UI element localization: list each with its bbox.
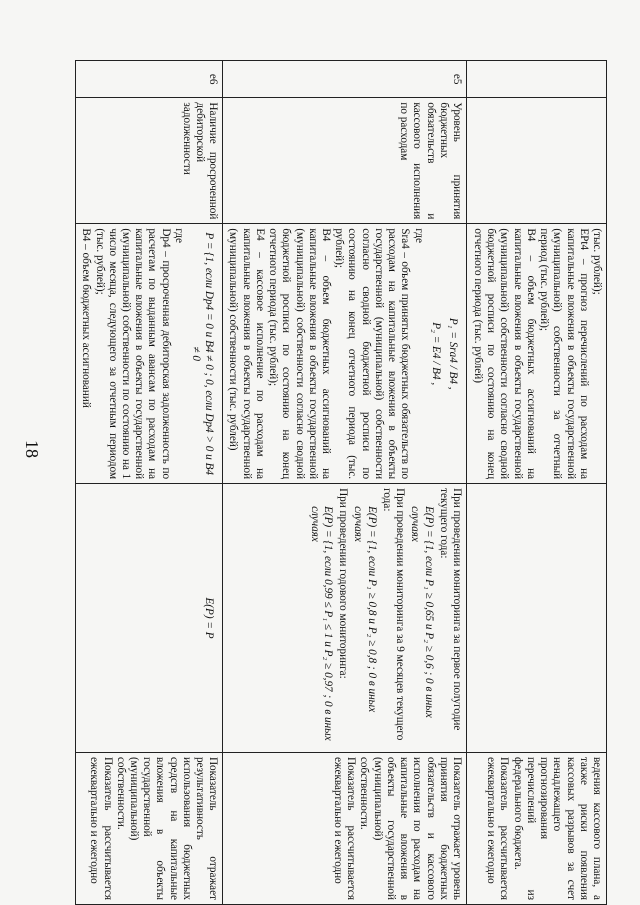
formula-text: Sra4 – объем принятых бюджетных обязательств по расходам на капитальные вложения в объекты государственной (муниципальной) собственности согласно сводной бюджетной росписи по состоянию на конец отчетного периода (тыс. рублей); (333, 228, 412, 480)
description-text: Показатель отражает уровень принятия бюджетных обязательств и кассового исполнения по расходам на капитальные вложения в объекты государственной (муниципальной) собственности. (358, 756, 463, 900)
formula-p1: P₁ = Sra4 / B4 , (447, 317, 459, 390)
formula-text: EPt4 – прогноз перечислений по расходам на капитальные вложения в объекты государственной (муниципальной) собственности за отчетный период (тыс. рублей); (538, 228, 590, 480)
row-number: е5 (223, 61, 467, 98)
description-text: Показатель рассчитывается ежеквартально и ежегодно (332, 756, 358, 900)
condition-formula: E(P) = {1, если P₁ ≥ 0,8 и P₂ ≥ 0,8 ; 0 в иных случаях (352, 506, 378, 713)
formula-cell (223, 224, 467, 484)
condition-text: При проведении мониторинга за 9 месяцев текущего года: (380, 488, 407, 741)
formula-cell (467, 224, 607, 484)
rotated-document-page (80, 60, 607, 905)
indicators-table (75, 60, 607, 905)
row-number: е6 (76, 61, 223, 98)
row-number-cell (467, 61, 607, 98)
formula-text: Dp4 – просроченная дебиторская задолженность по расчетам по выданным авансам по расходам на капитальные вложения в объекты государственной (муниципальной) собственности по состоянию на 1 число месяца, следующего за отчетным периодом (тыс. рублей); (93, 228, 172, 480)
condition-cell (76, 484, 223, 753)
table-row-e6 (76, 61, 223, 905)
table-row-continued (467, 61, 607, 905)
indicator-name-cell (467, 98, 607, 224)
description-cell (223, 752, 467, 904)
formula-p: P = {1, если Dp4 = 0 и B4 ≠ 0 ; 0, если Dp4 > 0 и B4 ≠ 0 (190, 232, 216, 476)
formula-text: B4 – объем бюджетных ассигнований (80, 228, 93, 408)
description-cell (467, 752, 607, 904)
formula-p2: P₂ = E4 / B4 , (429, 322, 442, 386)
table-row-e5 (223, 61, 467, 905)
indicator-name: Уровень принятия бюджетных обязательств и кассового исполнения по расходам (223, 98, 467, 224)
description-text: Показатель рассчитывается ежеквартально и ежегодно (88, 756, 114, 900)
condition-formula: E(P) = {1, если 0,99 ≤ P₁ ≤ 1 и P₂ ≥ 0,97 ; 0 в иных случаях (308, 506, 335, 741)
formula-text: B4 – объем бюджетных ассигнований на капитальные вложения в объекты государственной (муниципальной) собственности согласно сводной бюджетной росписи по состоянию на конец отчетного периода (тыс. рублей); (267, 228, 333, 480)
condition-formula: E(P) = P (203, 597, 216, 639)
condition-cell (223, 484, 467, 753)
where-label: где (412, 228, 425, 244)
formula-text: (тыс. рублей); (591, 228, 603, 295)
condition-text: При проведении мониторинга за первое полугодие текущего года: (437, 488, 463, 731)
formula-text: B4 – объем бюджетных ассигнований на капитальные вложения в объекты государственной (муниципальной) собственности согласно сводной бюджетной росписи по состоянию на конец отчетного периода (тыс. рублей) (472, 228, 537, 480)
page-number: 18 (22, 440, 42, 458)
formula-cell (76, 224, 223, 484)
where-label: где (172, 228, 185, 244)
indicator-name: Наличие просроченной дебиторской задолженности (76, 98, 223, 224)
description-text: Показатель отражает результативность использования бюджетных средств на капитальные вложения в объекты государственной (муниципальной) собственности. (114, 756, 220, 900)
condition-formula: E(P) = {1, если P₁ ≥ 0,65 и P₂ ≥ 0,6 ; 0 в иных случаях (409, 506, 435, 718)
formula-text: E4 – кассовое исполнение по расходам на капитальные вложения в объекты государственной (муниципальной) собственности (тыс. рублей) (227, 228, 266, 480)
description-cell (76, 752, 223, 904)
description-text: Показатель рассчитывается ежеквартально и ежегодно (485, 756, 511, 900)
condition-cell (467, 484, 607, 753)
condition-text: При проведении годового мониторинга: (337, 488, 350, 679)
description-text: ведения кассового плана, а также риски появления кассовых разрывов за счет ненадлежащего прогнозирования перечислений из федерального бюджета. (511, 756, 603, 900)
